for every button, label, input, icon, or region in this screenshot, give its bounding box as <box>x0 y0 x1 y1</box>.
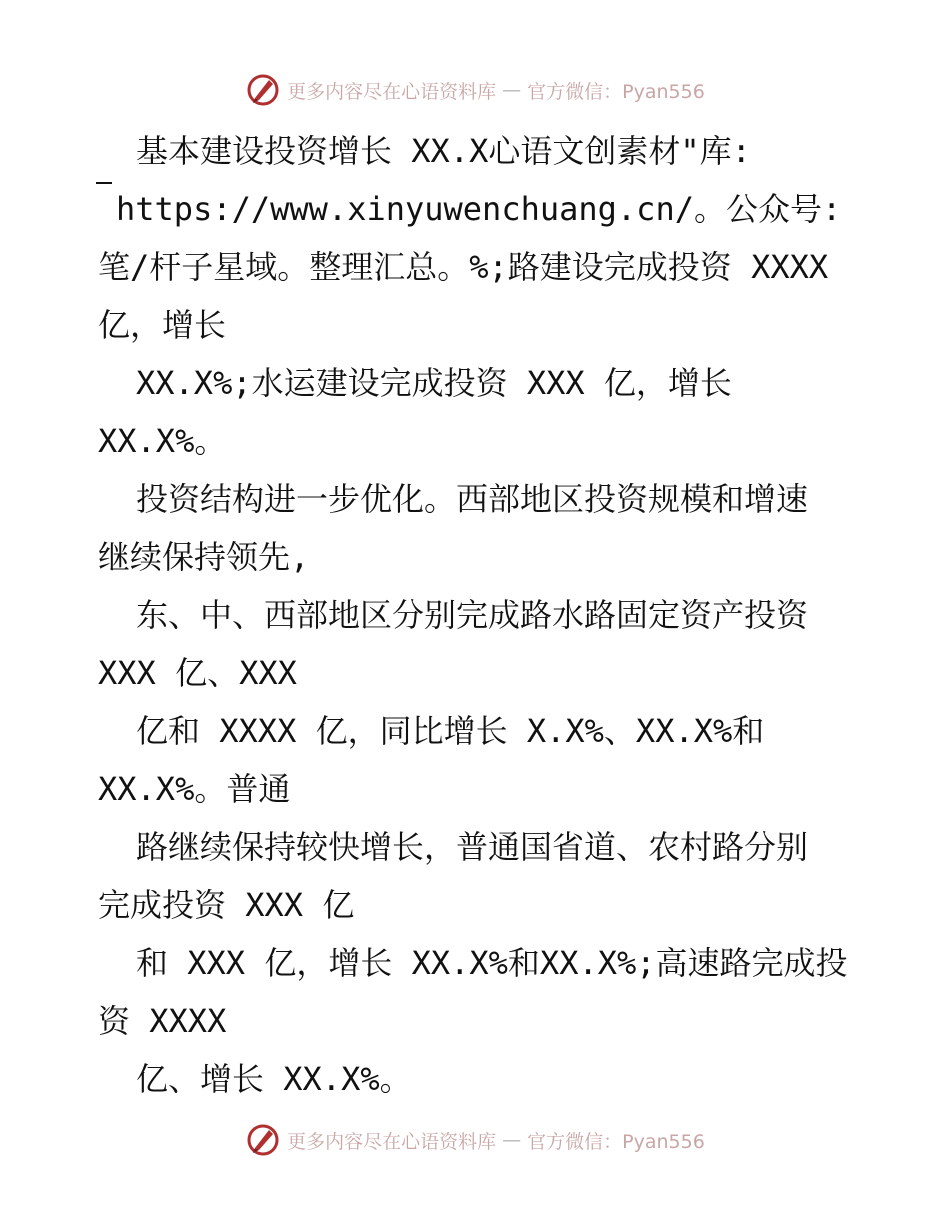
text-line: 投资结构进一步优化。西部地区投资规模和增速 <box>136 480 809 518</box>
document-body <box>98 122 868 1108</box>
text-line: 完成投资 XXX 亿 <box>98 886 355 924</box>
text-line: 和 XXX 亿，增长 XX.X%和XX.X%;高速路完成投 <box>136 944 848 982</box>
text-line: 路继续保持较快增长，普通国省道、农村路分别 <box>136 828 809 866</box>
text-line: 东、中、西部地区分别完成路水路固定资产投资 <box>136 596 809 634</box>
header-banner <box>0 68 950 112</box>
banner-separator: — <box>502 1129 522 1151</box>
pen-logo-icon <box>245 72 281 108</box>
banner-account: 官方微信：Pyan556 <box>527 80 705 103</box>
text-line: XX.X%。普通 <box>98 770 291 808</box>
text-line: 亿、增长 XX.X%。 <box>136 1060 412 1098</box>
banner-text: 更多内容尽在心语资料库 <box>287 1130 497 1153</box>
text-line: XXX 亿、XXX <box>98 654 297 692</box>
text-line: https://www.xinyuwenchuang.cn/。公众号: <box>116 190 842 228</box>
text-line: 亿，增长 <box>98 306 227 344</box>
banner-text: 更多内容尽在心语资料库 <box>287 80 497 103</box>
text-line: XX.X%;水运建设完成投资 XXX 亿，增长 <box>136 364 732 402</box>
banner-content <box>245 72 705 108</box>
text-line: 亿和 XXXX 亿，同比增长 X.X%、XX.X%和 <box>136 712 765 750</box>
text-line: 继续保持领先, <box>98 538 310 576</box>
text-line: XX.X%。 <box>98 422 227 460</box>
banner-content <box>245 1122 705 1158</box>
banner-separator: — <box>502 79 522 101</box>
text-line: 资 XXXX <box>98 1002 227 1040</box>
text-line: 笔/杆子星域。整理汇总。%;路建设完成投资 XXXX <box>98 248 829 286</box>
text-line: 基本建设投资增长 XX.X心语文创素材"库: <box>136 132 751 170</box>
footer-banner <box>0 1118 950 1162</box>
banner-account: 官方微信：Pyan556 <box>527 1130 705 1153</box>
pen-logo-icon <box>245 1122 281 1158</box>
